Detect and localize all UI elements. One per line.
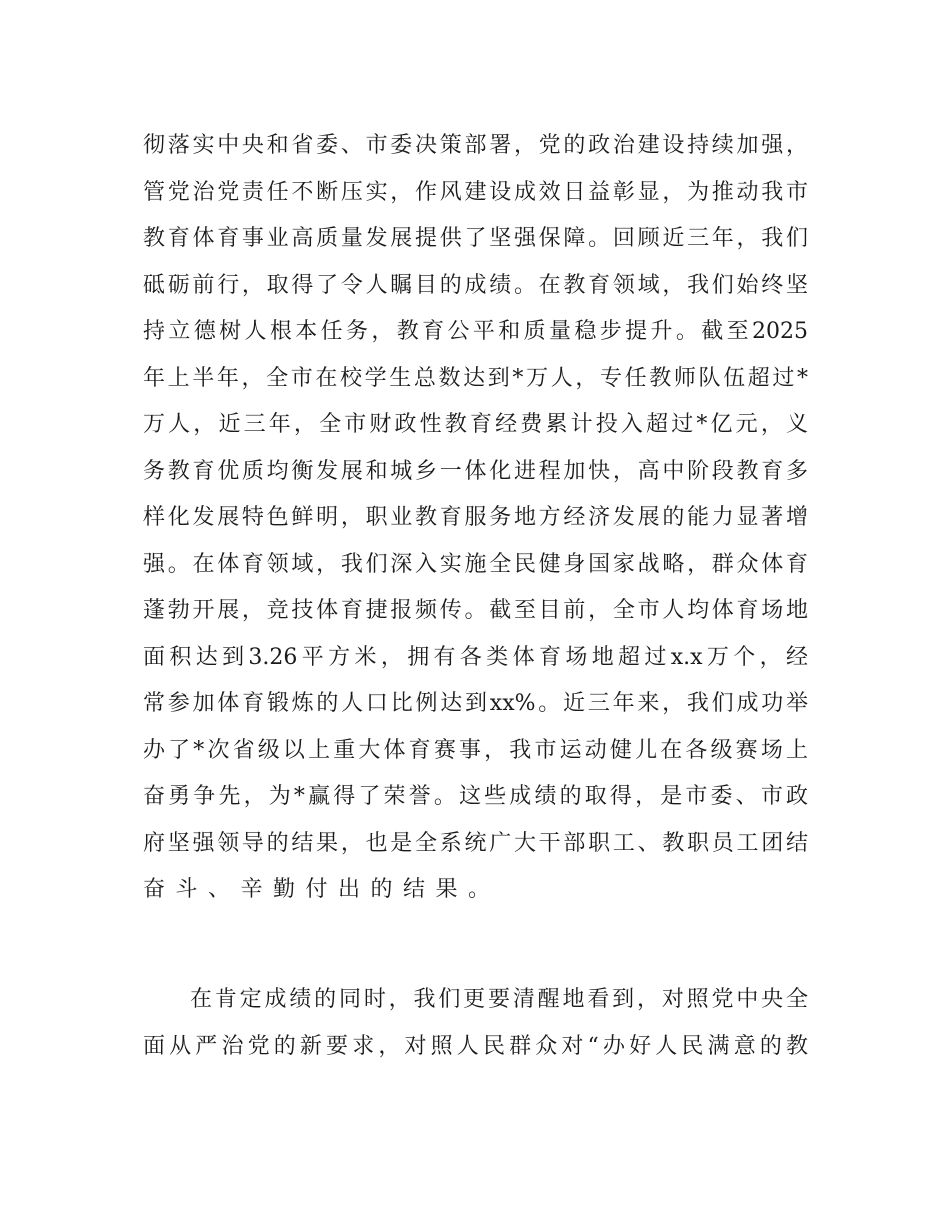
text-line: 样化发展特色鲜明，职业教育服务地方经济发展的能力显著增 <box>143 505 808 530</box>
text-line: 万人，近三年，全市财政性教育经费累计投入超过*亿元，义 <box>143 412 808 437</box>
text-line: 在肯定成绩的同时，我们更要清醒地看到，对照党中央全 <box>190 987 808 1012</box>
paragraph-achievements <box>143 123 808 914</box>
text-line: 强。在体育领域，我们深入实施全民健身国家战略，群众体育 <box>143 551 808 577</box>
text-line: 面积达到3.26平方米，拥有各类体育场地超过x.x万个，经 <box>143 644 808 670</box>
text-line: 办了*次省级以上重大体育赛事，我市运动健儿在各级赛场上 <box>143 737 808 763</box>
text-line: 年上半年，全市在校学生总数达到*万人，专任教师队伍超过* <box>143 365 808 391</box>
text-line: 府坚强领导的结果，也是全系统广大干部职工、教职员工团结 <box>143 830 808 856</box>
text-line: 彻落实中央和省委、市委决策部署，党的政治建设持续加强， <box>143 133 808 158</box>
text-line: 砥砺前行，取得了令人瞩目的成绩。在教育领域，我们始终坚 <box>143 272 808 298</box>
text-line: 教育体育事业高质量发展提供了坚强保障。回顾近三年，我们 <box>143 226 808 251</box>
text-line: 持立德树人根本任务，教育公平和质量稳步提升。截至2025 <box>143 319 808 344</box>
text-line: 务教育优质均衡发展和城乡一体化进程加快，高中阶段教育多 <box>143 458 808 484</box>
text-line: 奋斗、辛勤付出的结果。 <box>143 877 501 902</box>
paragraph-shortcomings <box>143 977 808 1070</box>
text-line: 面从严治党的新要求，对照人民群众对“办好人民满意的教 <box>143 1033 808 1059</box>
text-line: 蓬勃开展，竞技体育捷报频传。截至目前，全市人均体育场地 <box>143 598 808 623</box>
text-line: 奋勇争先，为*赢得了荣誉。这些成绩的取得，是市委、市政 <box>143 784 808 809</box>
text-line: 常参加体育锻炼的人口比例达到xx%。近三年来，我们成功举 <box>143 691 808 716</box>
text-line: 管党治党责任不断压实，作风建设成效日益彰显，为推动我市 <box>143 179 808 205</box>
